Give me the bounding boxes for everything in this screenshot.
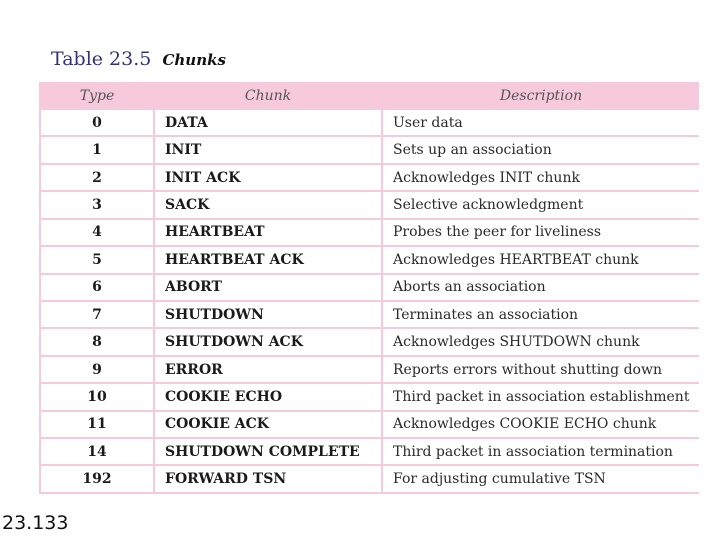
table-caption xyxy=(51,48,226,70)
description-cell: Acknowledges SHUTDOWN chunk xyxy=(383,329,699,354)
type-cell: 1 xyxy=(41,137,153,162)
type-cell: 2 xyxy=(41,165,153,190)
table-title: Chunks xyxy=(162,51,226,69)
description-cell: Acknowledges INIT chunk xyxy=(383,165,699,190)
description-cell: Terminates an association xyxy=(383,302,699,327)
type-cell: 10 xyxy=(41,384,153,409)
table-header-row xyxy=(41,84,699,108)
description-cell: Acknowledges COOKIE ECHO chunk xyxy=(383,412,699,437)
table-row xyxy=(41,384,699,409)
header-type: Type xyxy=(41,84,153,108)
chunk-cell: SACK xyxy=(155,192,381,217)
description-cell: Sets up an association xyxy=(383,137,699,162)
description-cell: Acknowledges HEARTBEAT chunk xyxy=(383,247,699,272)
chunks-table xyxy=(39,82,701,494)
description-cell: Probes the peer for liveliness xyxy=(383,220,699,245)
type-cell: 6 xyxy=(41,275,153,300)
description-cell: For adjusting cumulative TSN xyxy=(383,466,699,492)
table-row xyxy=(41,412,699,437)
table-row xyxy=(41,247,699,272)
description-cell: User data xyxy=(383,110,699,135)
type-cell: 0 xyxy=(41,110,153,135)
type-cell: 5 xyxy=(41,247,153,272)
chunks-table-frame xyxy=(39,82,699,494)
header-description: Description xyxy=(383,84,699,108)
type-cell: 14 xyxy=(41,439,153,464)
chunk-cell: SHUTDOWN COMPLETE xyxy=(155,439,381,464)
table-row xyxy=(41,466,699,492)
table-row xyxy=(41,137,699,162)
table-row xyxy=(41,192,699,217)
table-number: Table 23.5 xyxy=(51,48,152,70)
description-cell: Selective acknowledgment xyxy=(383,192,699,217)
chunk-cell: DATA xyxy=(155,110,381,135)
chunk-cell: INIT xyxy=(155,137,381,162)
page-number: 23.133 xyxy=(2,512,69,534)
table-row xyxy=(41,439,699,464)
table-row xyxy=(41,357,699,382)
chunk-cell: HEARTBEAT xyxy=(155,220,381,245)
type-cell: 9 xyxy=(41,357,153,382)
chunk-cell: ABORT xyxy=(155,275,381,300)
table-body xyxy=(41,110,699,492)
chunk-cell: COOKIE ECHO xyxy=(155,384,381,409)
chunk-cell: COOKIE ACK xyxy=(155,412,381,437)
header-chunk: Chunk xyxy=(155,84,381,108)
type-cell: 192 xyxy=(41,466,153,492)
table-row xyxy=(41,329,699,354)
table-row xyxy=(41,302,699,327)
table-row xyxy=(41,275,699,300)
description-cell: Third packet in association establishment xyxy=(383,384,699,409)
type-cell: 4 xyxy=(41,220,153,245)
description-cell: Aborts an association xyxy=(383,275,699,300)
type-cell: 3 xyxy=(41,192,153,217)
chunk-cell: SHUTDOWN ACK xyxy=(155,329,381,354)
type-cell: 11 xyxy=(41,412,153,437)
chunk-cell: ERROR xyxy=(155,357,381,382)
description-cell: Reports errors without shutting down xyxy=(383,357,699,382)
chunk-cell: INIT ACK xyxy=(155,165,381,190)
type-cell: 8 xyxy=(41,329,153,354)
table-row xyxy=(41,110,699,135)
table-row xyxy=(41,165,699,190)
chunk-cell: HEARTBEAT ACK xyxy=(155,247,381,272)
type-cell: 7 xyxy=(41,302,153,327)
table-row xyxy=(41,220,699,245)
chunk-cell: SHUTDOWN xyxy=(155,302,381,327)
description-cell: Third packet in association termination xyxy=(383,439,699,464)
chunk-cell: FORWARD TSN xyxy=(155,466,381,492)
